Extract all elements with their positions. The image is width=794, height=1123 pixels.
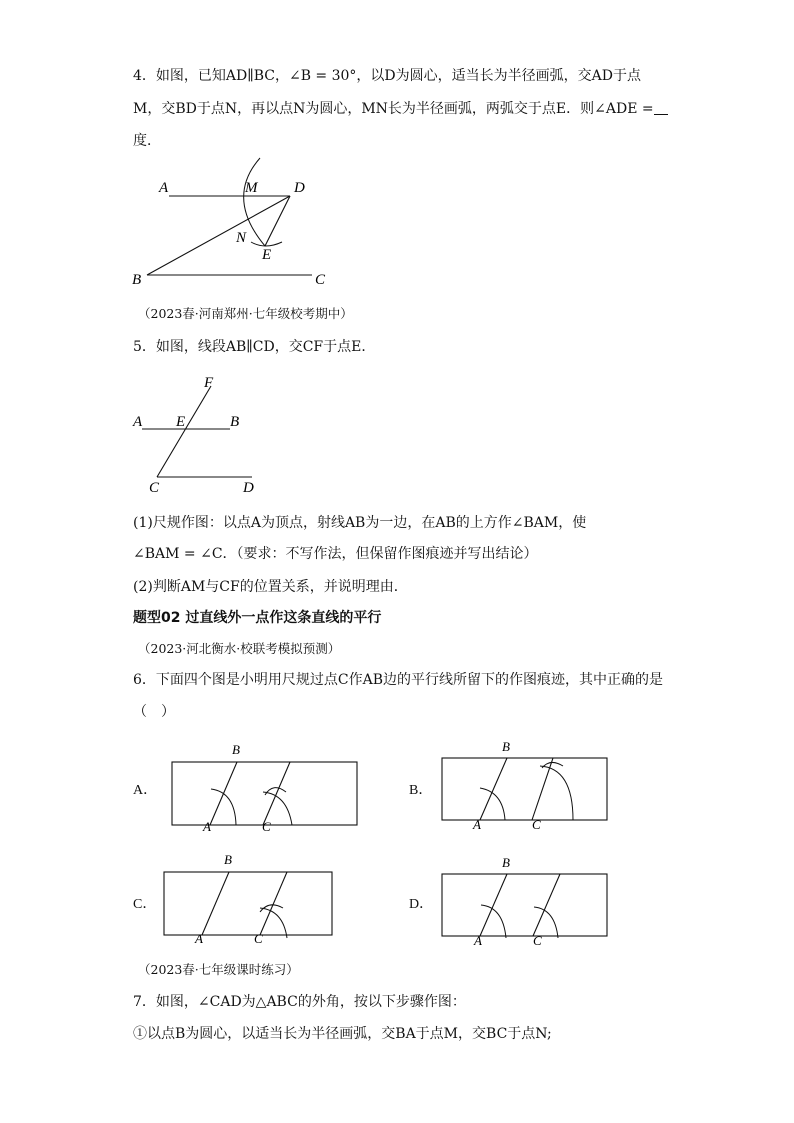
opt-c-label-C: C	[254, 931, 263, 946]
q4-label-B: B	[132, 272, 142, 288]
option-d-figure[interactable]	[435, 853, 615, 953]
option-b-figure[interactable]	[435, 738, 615, 838]
frame	[164, 872, 332, 935]
q6-source: （2023·河北衡水·校联考模拟预测）	[138, 641, 341, 656]
option-c-letter[interactable]: C．	[133, 897, 157, 912]
q4-figure	[125, 150, 345, 295]
q5-label-E: E	[176, 414, 186, 430]
opt-b-label-B: B	[502, 739, 510, 754]
q5-figure	[125, 368, 275, 498]
frame	[442, 758, 607, 820]
opt-a-label-C: C	[262, 819, 271, 834]
q5-label-B: B	[230, 414, 240, 430]
opt-d-label-C: C	[533, 933, 542, 948]
q5-label-A: A	[133, 414, 143, 430]
q4-line3: 度．	[133, 133, 161, 149]
q5-part1-line2: ∠BAM = ∠C．（要求：不写作法，但保留作图痕迹并写出结论）	[133, 546, 538, 562]
q4-label-N: N	[236, 230, 247, 246]
q5-part2: (2)判断AM与CF的位置关系，并说明理由．	[133, 579, 408, 595]
frame	[442, 874, 607, 936]
opt-a-label-A: A	[203, 819, 211, 834]
q5-stem: 5．如图，线段AB∥CD，交CF于点E．	[133, 339, 376, 355]
arc-large	[540, 766, 573, 820]
option-a-figure[interactable]	[165, 740, 365, 840]
answer-blank	[654, 100, 668, 115]
option-c-figure[interactable]	[157, 850, 342, 950]
q7-stem: 7．如图，∠CAD为△ABC的外角，按以下步骤作图：	[133, 994, 466, 1010]
option-d-letter[interactable]: D．	[409, 897, 434, 912]
q4-label-C: C	[315, 272, 326, 288]
q5-part1-line1: (1)尺规作图：以点A为顶点，射线AB为一边，在AB的上方作∠BAM，使	[133, 515, 587, 531]
arc-at-C	[260, 908, 287, 938]
q4-label-E: E	[262, 247, 272, 263]
arc-cross	[265, 788, 286, 795]
q4-line2-wrap	[133, 99, 653, 119]
segment-BD	[147, 196, 290, 275]
opt-d-label-B: B	[502, 855, 510, 870]
q4-label-D: D	[294, 180, 305, 196]
option-b-letter[interactable]: B．	[409, 783, 433, 798]
q4-source: （2023春·河南郑州·七年级校考期中）	[138, 306, 353, 321]
parallel-line	[260, 872, 287, 935]
q5-label-C: C	[149, 480, 160, 496]
q4-line1: 4．如图，已知AD∥BC，∠B = 30°，以D为圆心，适当长为半径画弧，交AD于点	[133, 68, 641, 84]
option-a-letter[interactable]: A．	[133, 783, 158, 798]
frame	[172, 762, 357, 825]
opt-c-label-A: A	[195, 931, 203, 946]
opt-b-label-A: A	[473, 817, 481, 832]
q4-line2: M，交BD于点N，再以点N为圆心，MN长为半径画弧，两弧交于点E．则∠ADE =	[133, 101, 654, 117]
segment-AB	[202, 872, 229, 935]
parallel-line	[263, 762, 290, 825]
opt-c-label-B: B	[224, 852, 232, 867]
opt-d-label-A: A	[474, 933, 482, 948]
q6-stem-line1: 6．下面四个图是小明用尺规过点C作AB边的平行线所留下的作图痕迹，其中正确的是	[133, 672, 664, 688]
arc-D	[244, 158, 265, 246]
q7-source: （2023春·七年级课时练习）	[138, 962, 299, 977]
arc-at-A	[481, 905, 506, 938]
q6-stem-line2: （ ）	[133, 704, 175, 720]
opt-b-label-C: C	[532, 817, 541, 832]
q4-label-M: M	[245, 180, 258, 196]
section-title: 题型02 过直线外一点作这条直线的平行	[133, 610, 382, 626]
q4-label-A: A	[159, 180, 169, 196]
arc-at-A	[480, 788, 505, 820]
opt-a-label-B: B	[232, 742, 240, 757]
q7-step1: ①以点B为圆心，以适当长为半径画弧，交BA于点M，交BC于点N;	[133, 1026, 552, 1042]
segment-CF	[157, 386, 211, 477]
q5-label-D: D	[243, 480, 254, 496]
q5-label-F: F	[204, 375, 214, 391]
